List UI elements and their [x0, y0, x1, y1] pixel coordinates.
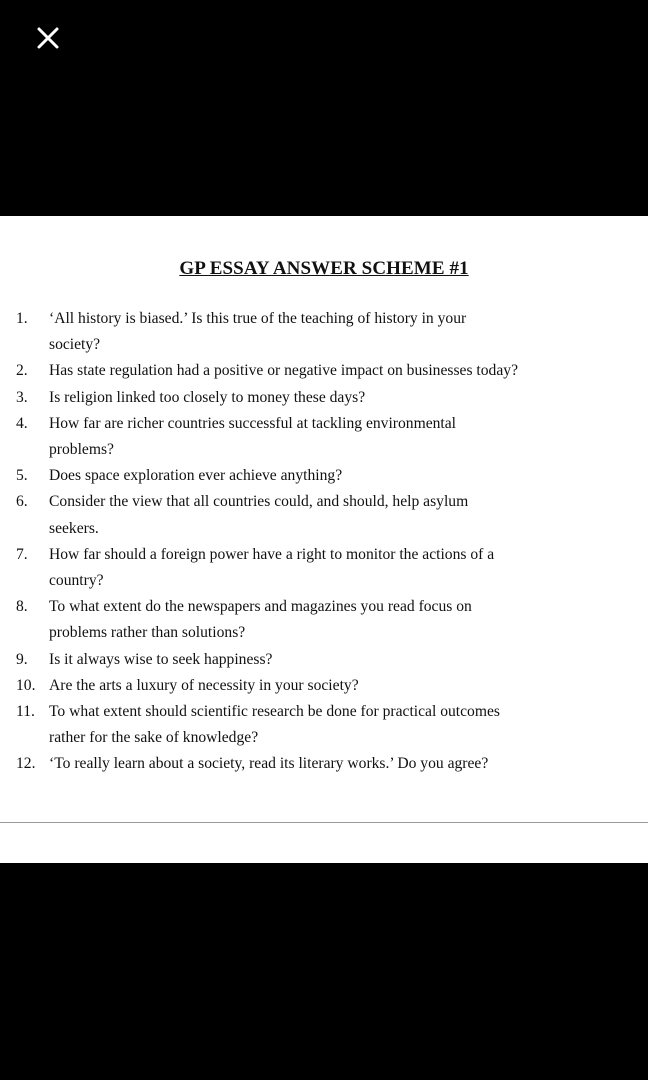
question-text: ‘To really learn about a society, read its literary works.’ Do you agree? [49, 755, 489, 773]
document-title: GP ESSAY ANSWER SCHEME #1 [179, 258, 469, 279]
question-number: 8. [16, 598, 28, 616]
question-text: ‘All history is biased.’ Is this true of the teaching of history in your society? [49, 310, 467, 354]
question-number: 1. [16, 310, 28, 327]
question-item [16, 463, 648, 489]
question-text: Has state regulation had a positive or negative impact on businesses today? [49, 362, 518, 380]
question-number: 3. [16, 388, 28, 406]
question-item [16, 385, 648, 411]
question-number: 11. [16, 703, 35, 721]
question-item [16, 358, 648, 384]
question-number: 10. [16, 676, 36, 694]
question-text: Is religion linked too closely to money these days? [49, 388, 366, 406]
question-item [16, 489, 648, 541]
question-text: Is it always wise to seek happiness? [49, 650, 273, 668]
question-item [16, 751, 648, 777]
question-item [16, 306, 648, 358]
question-number: 7. [16, 545, 28, 563]
question-text: To what extent do the newspapers and magazines you read focus on problems rather than solutions? [49, 598, 472, 642]
question-text: To what extent should scientific research be done for practical outcomes rather for the sake of knowledge? [49, 703, 500, 747]
question-item [16, 542, 648, 594]
question-item [16, 699, 648, 751]
question-text: How far are richer countries successful at tackling environmental problems? [49, 414, 457, 459]
document-image [0, 216, 648, 863]
question-text: How far should a foreign power have a right to monitor the actions of a country? [49, 545, 495, 590]
question-item [16, 411, 648, 463]
question-number: 4. [16, 414, 28, 432]
question-text: Does space exploration ever achieve anything? [49, 467, 343, 485]
question-list [16, 306, 648, 778]
question-number: 2. [16, 362, 28, 380]
question-item [16, 594, 648, 646]
question-text: Are the arts a luxury of necessity in your society? [49, 676, 359, 694]
document-divider [0, 822, 648, 823]
close-button[interactable] [28, 18, 68, 58]
question-item [16, 647, 648, 673]
question-number: 9. [16, 650, 28, 668]
close-icon [28, 18, 68, 58]
question-number: 5. [16, 467, 28, 485]
question-number: 12. [16, 755, 36, 773]
question-text: Consider the view that all countries could, and should, help asylum seekers. [49, 493, 469, 537]
question-item [16, 673, 648, 699]
question-number: 6. [16, 493, 28, 511]
